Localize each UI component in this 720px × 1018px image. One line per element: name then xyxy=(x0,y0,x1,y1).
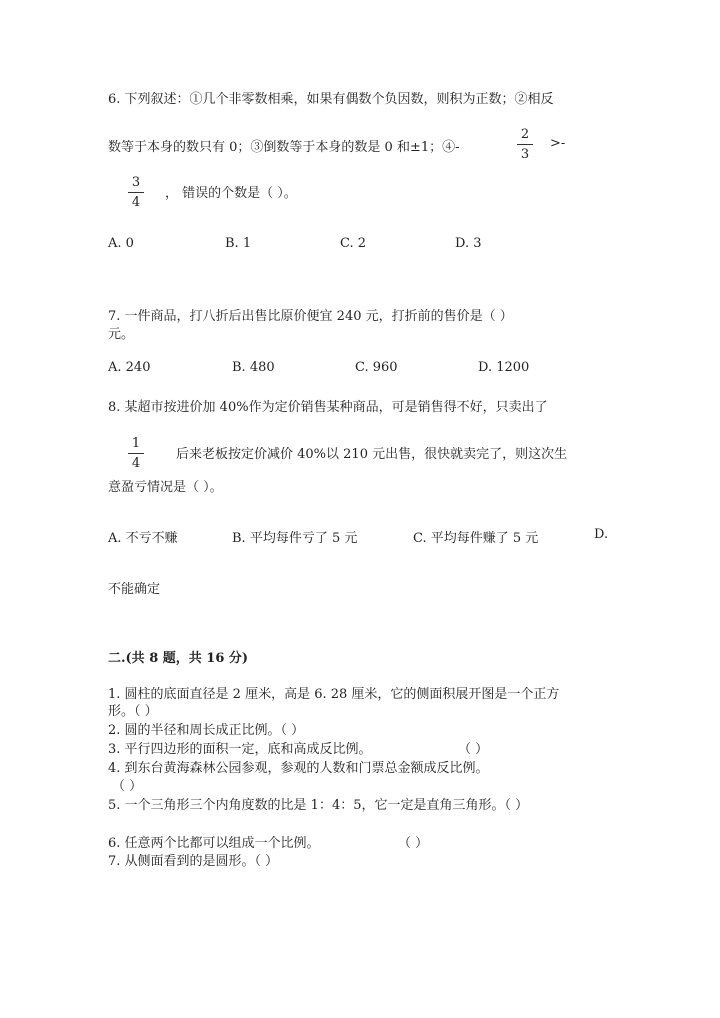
tf-item-6: 6. 任意两个比都可以组成一个比例。 xyxy=(108,836,320,851)
q8-fraction xyxy=(126,436,146,471)
tf-item-2: 2. 圆的半径和周长成正比例。（ ） xyxy=(108,723,305,738)
q6-line1: 6. 下列叙述：①几个非零数相乘，如果有偶数个负因数，则积为正数；②相反 xyxy=(108,92,554,107)
q8-line2: 后来老板按定价减价 40%以 210 元出售，很快就卖完了，则这次生 xyxy=(176,447,568,462)
q8-option-d-text: 不能确定 xyxy=(108,582,161,597)
q7-option-d[interactable]: D. 1200 xyxy=(478,360,530,375)
tf-item-5: 5. 一个三角形三个内角度数的比是 1：4：5，它一定是直角三角形。（ ） xyxy=(108,798,529,813)
q8-option-d[interactable]: D. xyxy=(594,527,609,542)
tf-item-7: 7. 从侧面看到的是圆形。（ ） xyxy=(108,854,279,869)
q8-option-b[interactable]: B. 平均每件亏了 5 元 xyxy=(232,531,358,546)
q6-option-c[interactable]: C. 2 xyxy=(340,236,367,251)
q6-fraction-2 xyxy=(126,175,146,210)
q8-line3: 意盈亏情况是（ ）。 xyxy=(108,480,223,495)
q7-option-c[interactable]: C. 960 xyxy=(355,360,398,375)
fraction-bar xyxy=(128,453,144,454)
tf-item-3-blank[interactable]: （ ） xyxy=(458,742,489,757)
q6-option-d[interactable]: D. 3 xyxy=(455,236,482,251)
q7-option-b[interactable]: B. 480 xyxy=(232,360,275,375)
tf-item-4: 4. 到东台黄海森林公园参观，参观的人数和门票总金额成反比例。 xyxy=(108,761,489,776)
fraction-numerator: 2 xyxy=(520,127,530,142)
q7-line1: 7. 一件商品，打八折后出售比原价便宜 240 元，打折前的售价是（ ） xyxy=(108,309,513,324)
q6-gt-sign: >- xyxy=(550,136,566,151)
q6-option-a[interactable]: A. 0 xyxy=(108,236,134,251)
q7-option-a[interactable]: A. 240 xyxy=(108,360,151,375)
tf-item-4-blank[interactable]: （ ） xyxy=(112,779,143,794)
section-title: 二.(共 8 题，共 16 分) xyxy=(108,651,249,666)
q6-option-b[interactable]: B. 1 xyxy=(225,236,252,251)
tf-item-6-blank[interactable]: （ ） xyxy=(398,836,429,851)
tf-item-1-cont: 形。（ ） xyxy=(108,704,158,719)
fraction-denominator: 4 xyxy=(131,195,141,210)
tf-item-1: 1. 圆柱的底面直径是 2 厘米，高是 6. 28 厘米，它的侧面积展开图是一个正方 xyxy=(108,687,560,702)
q8-line1: 8. 某超市按进价加 40%作为定价销售某种商品，可是销售得不好，只卖出了 xyxy=(108,400,548,415)
q8-option-c[interactable]: C. 平均每件赚了 5 元 xyxy=(413,531,539,546)
q6-line3: ， 错误的个数是（ ）。 xyxy=(165,186,297,201)
fraction-denominator: 3 xyxy=(520,147,530,162)
fraction-numerator: 1 xyxy=(131,436,141,451)
q7-line2: 元。 xyxy=(108,327,135,342)
fraction-denominator: 4 xyxy=(131,456,141,471)
q8-option-a[interactable]: A. 不亏不赚 xyxy=(108,531,178,546)
fraction-bar xyxy=(128,192,144,193)
q6-line2: 数等于本身的数只有 0；③倒数等于本身的数是 0 和±1；④- xyxy=(108,140,460,155)
tf-item-3: 3. 平行四边形的面积一定，底和高成反比例。 xyxy=(108,742,372,757)
q6-fraction-1 xyxy=(515,127,535,162)
fraction-bar xyxy=(517,144,533,145)
fraction-numerator: 3 xyxy=(131,175,141,190)
